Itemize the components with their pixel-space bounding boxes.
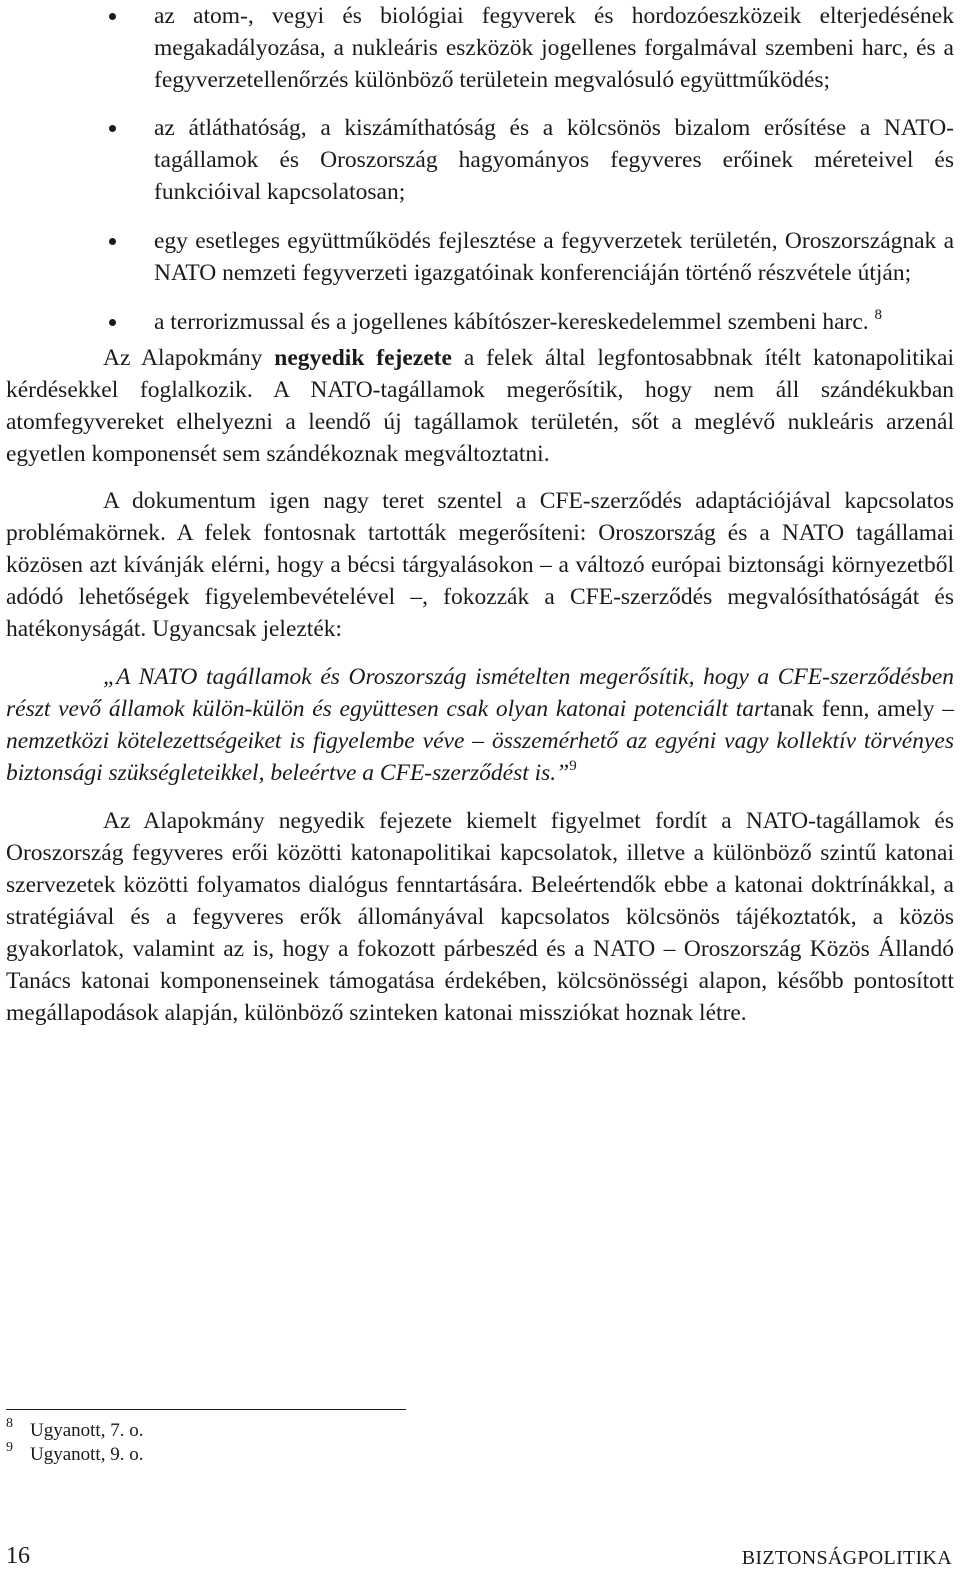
footnote-number: 9 [6, 1440, 13, 1455]
paragraph-military-relations: Az Alapokmány negyedik fejezete kiemelt figyelmet fordít a NATO-tagállamok és Oroszország fegyveres erői közötti katonapolitikai kapcsolatok, illetve a különböző szintű katonai szervezetek közötti folyamatos dialógus fenntartására. Beleértendők ebbe a katonai doktrínákkal, a stratégiával és a fegyveres erők állományával kapcsolatos kölcsönös tájékoztatók, a közös gyakorlatok, valamint az is, hogy a fokozott párbeszéd és a NATO – Oroszország Közös Állandó Tanács katonai komponenseinek támogatása érdekében, kölcsönösségi alapon, később pontosított megállapodások alapján, különböző szinteken katonai missziókat hoznak létre. [6, 808, 954, 1026]
footnote-divider [6, 1409, 406, 1410]
bullet-icon [109, 238, 116, 245]
para1-bold: negyedik fejezete [274, 345, 452, 371]
bullet-text: az átláthatóság, a kiszámíthatóság és a kölcsönös bizalom erősítése a NATO-tagállamok és Oroszország hagyományos fegyveres erőinek méreteivel és funkcióival kapcsolatosan; [154, 115, 954, 205]
list-item [6, 0, 954, 96]
page-number: 16 [6, 1543, 30, 1569]
paragraph-cfe: A dokumentum igen nagy teret szentel a CFE-szerződés adaptációjával kapcsolatos problémakörnek. A felek fontosnak tartották megerősíteni: Oroszország és a NATO tagállamai közösen azt kívánják elérni, hogy a bécsi tárgyalásokon – a változó európai biztonsági környezetből adódó lehetőségek figyelembevételével –, fokozzák a CFE-szerződés megvalósíthatóságát és hatékonyságát. Ugyancsak jelezték: [6, 488, 954, 642]
bullet-icon [109, 125, 116, 132]
list-item [6, 225, 954, 289]
footnote-text: Ugyanott, 7. o. [30, 1420, 144, 1441]
list-item [6, 306, 954, 338]
quote-part1: „A NATO tagállamok és Oroszország ismételten megerősítik, hogy a CFE-szerződésben részt vevő államok külön-külön és együttesen csak olyan katonai potenciált tart [6, 664, 954, 722]
paragraph-chapter-four [6, 342, 954, 470]
bullet-list [6, 0, 954, 338]
para1-post: a felek által legfontosabbnak ítélt katonapolitikai kérdésekkel foglalkozik. A NATO-tagállamok megerősítik, hogy nem áll szándékukban atomfegyvereket elhelyezni a leendő új tagállamok területén, sőt a meglévő nukleáris arzenál egyetlen komponensét sem szándékoznak megváltoztatni. [6, 345, 954, 467]
bullet-icon [109, 13, 116, 20]
bullet-text: a terrorizmussal és a jogellenes kábítószer-kereskedelemmel szembeni harc. [154, 309, 869, 335]
list-item [6, 112, 954, 208]
bullet-text: az atom-, vegyi és biológiai fegyverek és hordozóeszközeik elterjedésének megakadályozása, a nukleáris eszközök jogellenes forgalmával szembeni harc, és a fegyverzetellenőrzés különböző területein megvalósuló együttműködés; [154, 3, 954, 93]
para1-pre: Az Alapokmány [103, 345, 275, 371]
quote-block [6, 661, 954, 789]
footnote-ref-8[interactable]: 8 [874, 307, 883, 323]
bullet-text: egy esetleges együttműködés fejlesztése a fegyverzetek területén, Oroszországnak a NATO nemzeti fegyverzeti igazgatóinak konferenciáján történő részvétele útján; [154, 228, 954, 286]
footnote-item [6, 1416, 144, 1443]
bullet-icon [109, 319, 116, 326]
footnote-number: 8 [6, 1416, 13, 1431]
quote-plain: anak fenn, amely [769, 696, 935, 722]
footnote-text: Ugyanott, 9. o. [30, 1444, 144, 1465]
running-title: BIZTONSÁGPOLITIKA [741, 1547, 952, 1569]
footnote-ref-9[interactable]: 9 [569, 758, 577, 774]
footnote-item [6, 1440, 144, 1467]
document-page [6, 0, 954, 1029]
quote-part2: – nemzetközi kötelezettségeiket is figyelembe véve – összemérhető az egyéni vagy kollektív törvényes biztonsági szükségleteikkel, beleértve a CFE-szerződést is.” [6, 696, 954, 786]
footnotes [6, 1416, 144, 1467]
